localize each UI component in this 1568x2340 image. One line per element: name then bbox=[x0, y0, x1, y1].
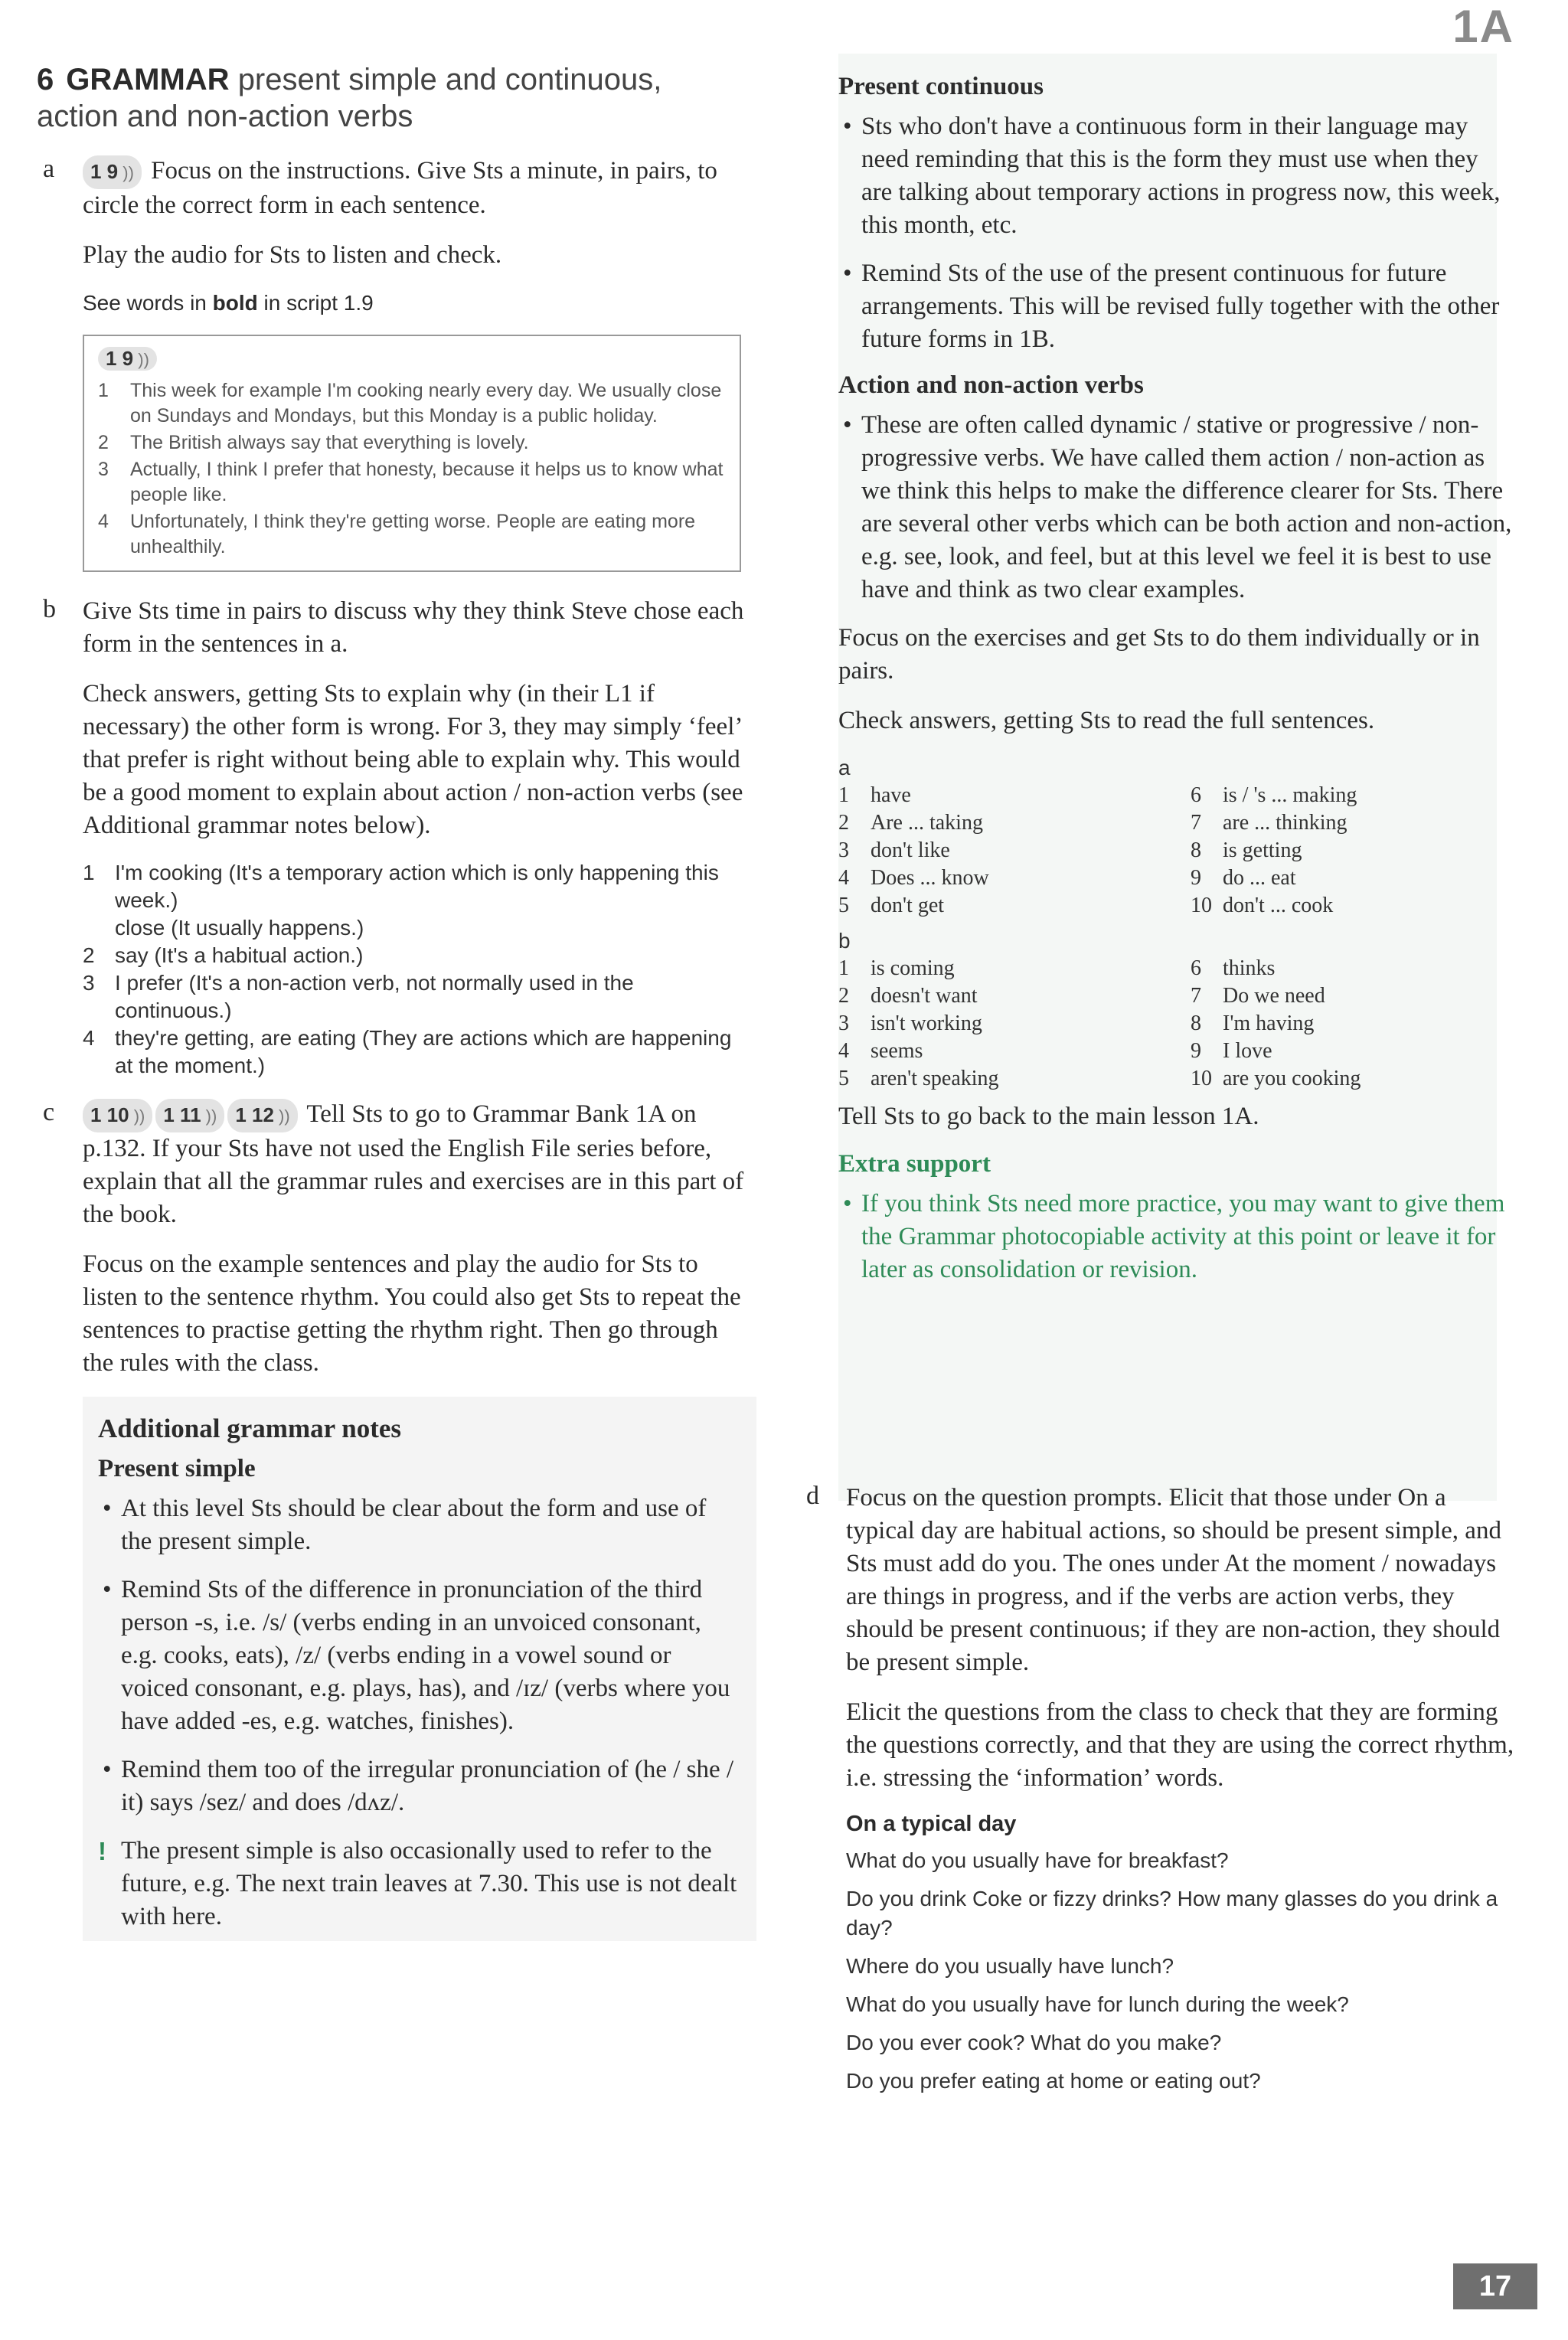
step-b-check: Check answers, getting Sts to explain why (in their L1 if necessary) the other form is wrong. For 3, they may simply ‘feel’ that prefer is right without being able to explain why. This would be a good moment to explain about action / non-action verbs (see Additional grammar notes below). bbox=[83, 680, 743, 839]
answer-item bbox=[838, 982, 1160, 1010]
step-d-elicit: Elicit the questions from the class to check that they are forming the questions correctly, and that they are using the correct rhythm, i.e. stressing the ‘information’ words. bbox=[846, 1698, 1514, 1792]
answer-item bbox=[838, 1038, 1160, 1065]
script-line bbox=[98, 430, 726, 456]
answer-item bbox=[1191, 809, 1512, 837]
extra-support-title: Extra support bbox=[838, 1150, 991, 1178]
see-pre: See words in bbox=[83, 291, 207, 315]
answer-item bbox=[838, 1010, 1160, 1038]
check-text: Check answers, getting Sts to read the full sentences. bbox=[838, 707, 1375, 734]
step-a-text: Focus on the instructions. Give Sts a minute, in pairs, to circle the correct form in each sentence. bbox=[83, 157, 717, 219]
answer-item-number: 6 bbox=[1191, 783, 1201, 807]
note-bullet: • Remind Sts of the difference in pronunciation of the third person -s, i.e. /s/ (verbs ending in an unvoiced consonant, e.g. cooks, eats), /z/ (verbs ending in a vowel sound or voiced consonant, e.g. plays, has), and /ɪz/ (verbs where you have added -es, e.g. watches, finishes). bbox=[98, 1574, 741, 1738]
answer-item bbox=[838, 955, 1160, 982]
step-c-rhythm: Focus on the example sentences and play the audio for Sts to listen to the sentence rhythm. You could also get Sts to repeat the sentences to practise getting the rhythm right. Then go through the rules with the class. bbox=[83, 1250, 741, 1377]
answer-item-number: 5 bbox=[838, 1067, 849, 1090]
note-bullet: • Remind Sts of the use of the present continuous for future arrangements. This will be revised fully together with the other future forms in 1B. bbox=[838, 257, 1512, 356]
an-title: Action and non-action verbs bbox=[838, 371, 1144, 399]
extra-support-text: • If you think Sts need more practice, you may want to give them the Grammar photocopiable activity at this point or leave it for later as consolidation or revision. bbox=[838, 1188, 1512, 1286]
audio-icon[interactable]: 1 9 )) bbox=[98, 347, 157, 371]
audio-icon[interactable]: 1 11 )) bbox=[155, 1099, 224, 1132]
answer-item-text: I'm having bbox=[1223, 1011, 1315, 1035]
section-title: present simple and continuous, action and non-action verbs bbox=[37, 63, 662, 133]
answer-item-text: do ... eat bbox=[1223, 866, 1296, 890]
answer-item-text: are you cooking bbox=[1223, 1067, 1361, 1090]
answer-item bbox=[838, 809, 1160, 837]
answer-item-text: is coming bbox=[871, 956, 955, 980]
answer-item-number: 10 bbox=[1191, 894, 1212, 917]
step-letter: c bbox=[43, 1098, 55, 1126]
answer-item bbox=[1191, 864, 1512, 892]
answer-item-text: I prefer (It's a non-action verb, not normally used in the continuous.) bbox=[115, 971, 634, 1022]
section-keyword: GRAMMAR bbox=[66, 63, 230, 96]
extra-support-list bbox=[838, 1188, 1512, 1286]
script-list bbox=[98, 378, 726, 560]
question-item: What do you usually have for breakfast? bbox=[846, 1848, 1229, 1872]
step-a-play: Play the audio for Sts to listen and check. bbox=[83, 241, 502, 269]
notes-subtitle: Present simple bbox=[98, 1455, 256, 1482]
answer-item-text: Do we need bbox=[1223, 984, 1325, 1008]
answer-item-number: 8 bbox=[1191, 1011, 1201, 1035]
questions-list bbox=[846, 1846, 1520, 2096]
answer-item-text: seems bbox=[871, 1039, 923, 1063]
question-item: Do you drink Coke or fizzy drinks? How many glasses do you drink a day? bbox=[846, 1887, 1498, 1940]
step-c-instructions: Tell Sts to go to Grammar Bank 1A on p.132. If your Sts have not used the English File series before, explain that all the grammar rules and exercises are in this part of the book. bbox=[83, 1100, 744, 1228]
answer-item-number bbox=[83, 914, 115, 942]
question-item: What do you usually have for lunch during the week? bbox=[846, 1992, 1349, 2016]
answer-item-number: 8 bbox=[1191, 838, 1201, 862]
answer-item-number: 6 bbox=[1191, 956, 1201, 980]
answer-item-text: don't like bbox=[871, 838, 950, 862]
answer-item bbox=[838, 837, 1160, 864]
answer-item-text: thinks bbox=[1223, 956, 1276, 980]
audio-icon[interactable]: 1 10 )) bbox=[83, 1099, 152, 1132]
answer-item-number: 9 bbox=[1191, 1039, 1201, 1063]
answers-a-label: a bbox=[838, 756, 851, 779]
answer-item bbox=[83, 942, 749, 969]
answer-item bbox=[1191, 837, 1512, 864]
answer-item bbox=[1191, 1010, 1512, 1038]
step-a-instructions bbox=[83, 155, 749, 222]
script-line-text: Unfortunately, I think they're getting worse. People are eating more unhealthily. bbox=[130, 511, 696, 557]
answer-item-number: 3 bbox=[83, 971, 95, 995]
answers-b bbox=[838, 955, 1512, 1093]
answer-item-number: 4 bbox=[838, 1039, 849, 1063]
answer-item-number: 1 bbox=[838, 956, 849, 980]
section-heading bbox=[37, 61, 749, 135]
answer-item-text: close (It usually happens.) bbox=[115, 916, 364, 940]
answer-item-number: 2 bbox=[838, 811, 849, 835]
answer-item-text: Does ... know bbox=[871, 866, 989, 890]
answer-item-number: 1 bbox=[838, 783, 849, 807]
step-b-answers bbox=[83, 859, 749, 1080]
answer-item bbox=[83, 859, 749, 914]
see-bold: bold bbox=[212, 291, 258, 315]
step-b bbox=[37, 595, 749, 842]
answer-item-text: don't ... cook bbox=[1223, 894, 1334, 917]
answer-item-number: 5 bbox=[838, 894, 849, 917]
step-d-block bbox=[800, 1482, 1520, 2096]
step-letter: d bbox=[806, 1482, 819, 1510]
answer-item-number: 7 bbox=[1191, 811, 1201, 835]
answer-item-number: 3 bbox=[838, 838, 849, 862]
answer-item-number: 9 bbox=[1191, 866, 1201, 890]
script-line-text: Actually, I think I prefer that honesty, because it helps us to know what people like. bbox=[130, 459, 724, 505]
script-line bbox=[98, 378, 726, 429]
exclamation-icon: ! bbox=[98, 1837, 106, 1865]
step-a bbox=[37, 155, 749, 318]
answer-item-text: Are ... taking bbox=[871, 811, 983, 835]
script-line bbox=[98, 509, 726, 560]
note-bullet: • Sts who don't have a continuous form in their language may need reminding that this is the form they must use when they are talking about temporary actions in progress now, this week, this month, etc. bbox=[838, 110, 1512, 242]
answer-item-text: say (It's a habitual action.) bbox=[115, 943, 364, 967]
answer-item bbox=[838, 892, 1160, 920]
question-item: Do you prefer eating at home or eating out? bbox=[846, 2069, 1261, 2093]
script-line-text: The British always say that everything is lovely. bbox=[130, 432, 529, 453]
note-bullet: • These are often called dynamic / stative or progressive / non-progressive verbs. We have called them action / non-action as we think this helps to make the difference clearer for Sts. There are several other verbs which can be both action and non-action, e.g. see, look, and feel, but at this level we feel it is best to use have and think as two clear examples. bbox=[838, 409, 1512, 606]
answer-item bbox=[1191, 955, 1512, 982]
answer-item-text: doesn't want bbox=[871, 984, 978, 1008]
unit-tag: 1A bbox=[1452, 1, 1514, 52]
notes-title: Additional grammar notes bbox=[98, 1413, 402, 1443]
see-post: in script 1.9 bbox=[263, 291, 374, 315]
step-a-see bbox=[83, 289, 749, 318]
pc-title: Present continuous bbox=[838, 73, 1044, 100]
answer-item bbox=[83, 914, 749, 942]
answer-item-number: 1 bbox=[83, 861, 95, 884]
step-c bbox=[37, 1098, 749, 1380]
answer-item-number: 7 bbox=[1191, 984, 1201, 1008]
grammar-notes-box bbox=[83, 1397, 756, 1941]
answers-a bbox=[838, 782, 1512, 920]
back-text: Tell Sts to go back to the main lesson 1A. bbox=[838, 1103, 1259, 1130]
question-item: Do you ever cook? What do you make? bbox=[846, 2031, 1222, 2054]
answer-item-text: are ... thinking bbox=[1223, 811, 1348, 835]
answers-b-label: b bbox=[838, 929, 851, 953]
step-c-text bbox=[83, 1098, 749, 1231]
an-bullets bbox=[838, 409, 1512, 606]
script-line-number: 4 bbox=[98, 511, 109, 532]
script-line-text: This week for example I'm cooking nearly every day. We usually close on Sundays and Mondays, but this Monday is a public holiday. bbox=[130, 380, 722, 426]
answer-item-number: 10 bbox=[1191, 1067, 1212, 1090]
answer-item-number: 2 bbox=[838, 984, 849, 1008]
answer-item bbox=[1191, 892, 1512, 920]
notes-excl-text: The present simple is also occasionally used to refer to the future, e.g. The next train leaves at 7.30. This use is not dealt with here. bbox=[121, 1837, 737, 1930]
answer-item-text: is / 's ... making bbox=[1223, 783, 1357, 807]
page-number: 17 bbox=[1453, 2263, 1537, 2309]
answer-item bbox=[838, 864, 1160, 892]
notes-exclamation bbox=[98, 1835, 741, 1933]
script-line bbox=[98, 457, 726, 508]
pc-bullets bbox=[838, 110, 1512, 356]
answer-item-text: is getting bbox=[1223, 838, 1302, 862]
step-b-text: Give Sts time in pairs to discuss why they think Steve chose each form in the sentences in a. bbox=[83, 597, 744, 658]
script-line-number: 3 bbox=[98, 459, 109, 480]
answer-item-number: 2 bbox=[83, 943, 95, 967]
note-bullet: • Remind them too of the irregular pronunciation of (he / she / it) says /sez/ and does /dʌz/. bbox=[98, 1753, 741, 1819]
right-column bbox=[838, 73, 1512, 1302]
answer-item bbox=[838, 782, 1160, 809]
audio-icon[interactable]: 1 12 )) bbox=[227, 1099, 297, 1132]
note-bullet: • At this level Sts should be clear about the form and use of the present simple. bbox=[98, 1492, 741, 1558]
question-item: Where do you usually have lunch? bbox=[846, 1954, 1174, 1978]
answer-item-text: they're getting, are eating (They are actions which are happening at the moment.) bbox=[115, 1026, 732, 1077]
script-line-number: 1 bbox=[98, 380, 109, 401]
section-number: 6 bbox=[37, 63, 54, 96]
step-d bbox=[800, 1482, 1520, 2113]
answer-item bbox=[1191, 1065, 1512, 1093]
audio-icon[interactable]: 1 9 )) bbox=[83, 155, 142, 189]
answer-item bbox=[83, 1025, 749, 1080]
answer-item-number: 3 bbox=[838, 1011, 849, 1035]
step-letter: b bbox=[43, 595, 56, 623]
answer-item-text: I love bbox=[1223, 1039, 1272, 1063]
answer-item-text: aren't speaking bbox=[871, 1067, 999, 1090]
step-letter: a bbox=[43, 155, 55, 183]
answer-item bbox=[1191, 1038, 1512, 1065]
focus-text: Focus on the exercises and get Sts to do them individually or in pairs. bbox=[838, 624, 1480, 685]
script-box bbox=[83, 335, 741, 572]
notes-bullets bbox=[98, 1492, 741, 1819]
script-line-number: 2 bbox=[98, 432, 109, 453]
answer-item bbox=[838, 1065, 1160, 1093]
answer-item bbox=[1191, 782, 1512, 809]
answer-item bbox=[83, 969, 749, 1025]
left-column bbox=[37, 61, 749, 1941]
answer-item bbox=[1191, 982, 1512, 1010]
answer-item-text: I'm cooking (It's a temporary action which is only happening this week.) bbox=[115, 861, 719, 912]
step-d-text: Focus on the question prompts. Elicit that those under On a typical day are habitual actions, so should be present simple, and Sts must add do you. The ones under At the moment / nowadays are things in progress, and if the verbs are action verbs, they should be present continuous; if they are non-action, they should be present simple. bbox=[846, 1484, 1501, 1676]
questions-heading: On a typical day bbox=[846, 1812, 1017, 1836]
answer-item-number: 4 bbox=[838, 866, 849, 890]
answer-item-text: don't get bbox=[871, 894, 945, 917]
answer-item-text: isn't working bbox=[871, 1011, 982, 1035]
answer-item-text: have bbox=[871, 783, 911, 807]
answer-item-number: 4 bbox=[83, 1026, 95, 1050]
